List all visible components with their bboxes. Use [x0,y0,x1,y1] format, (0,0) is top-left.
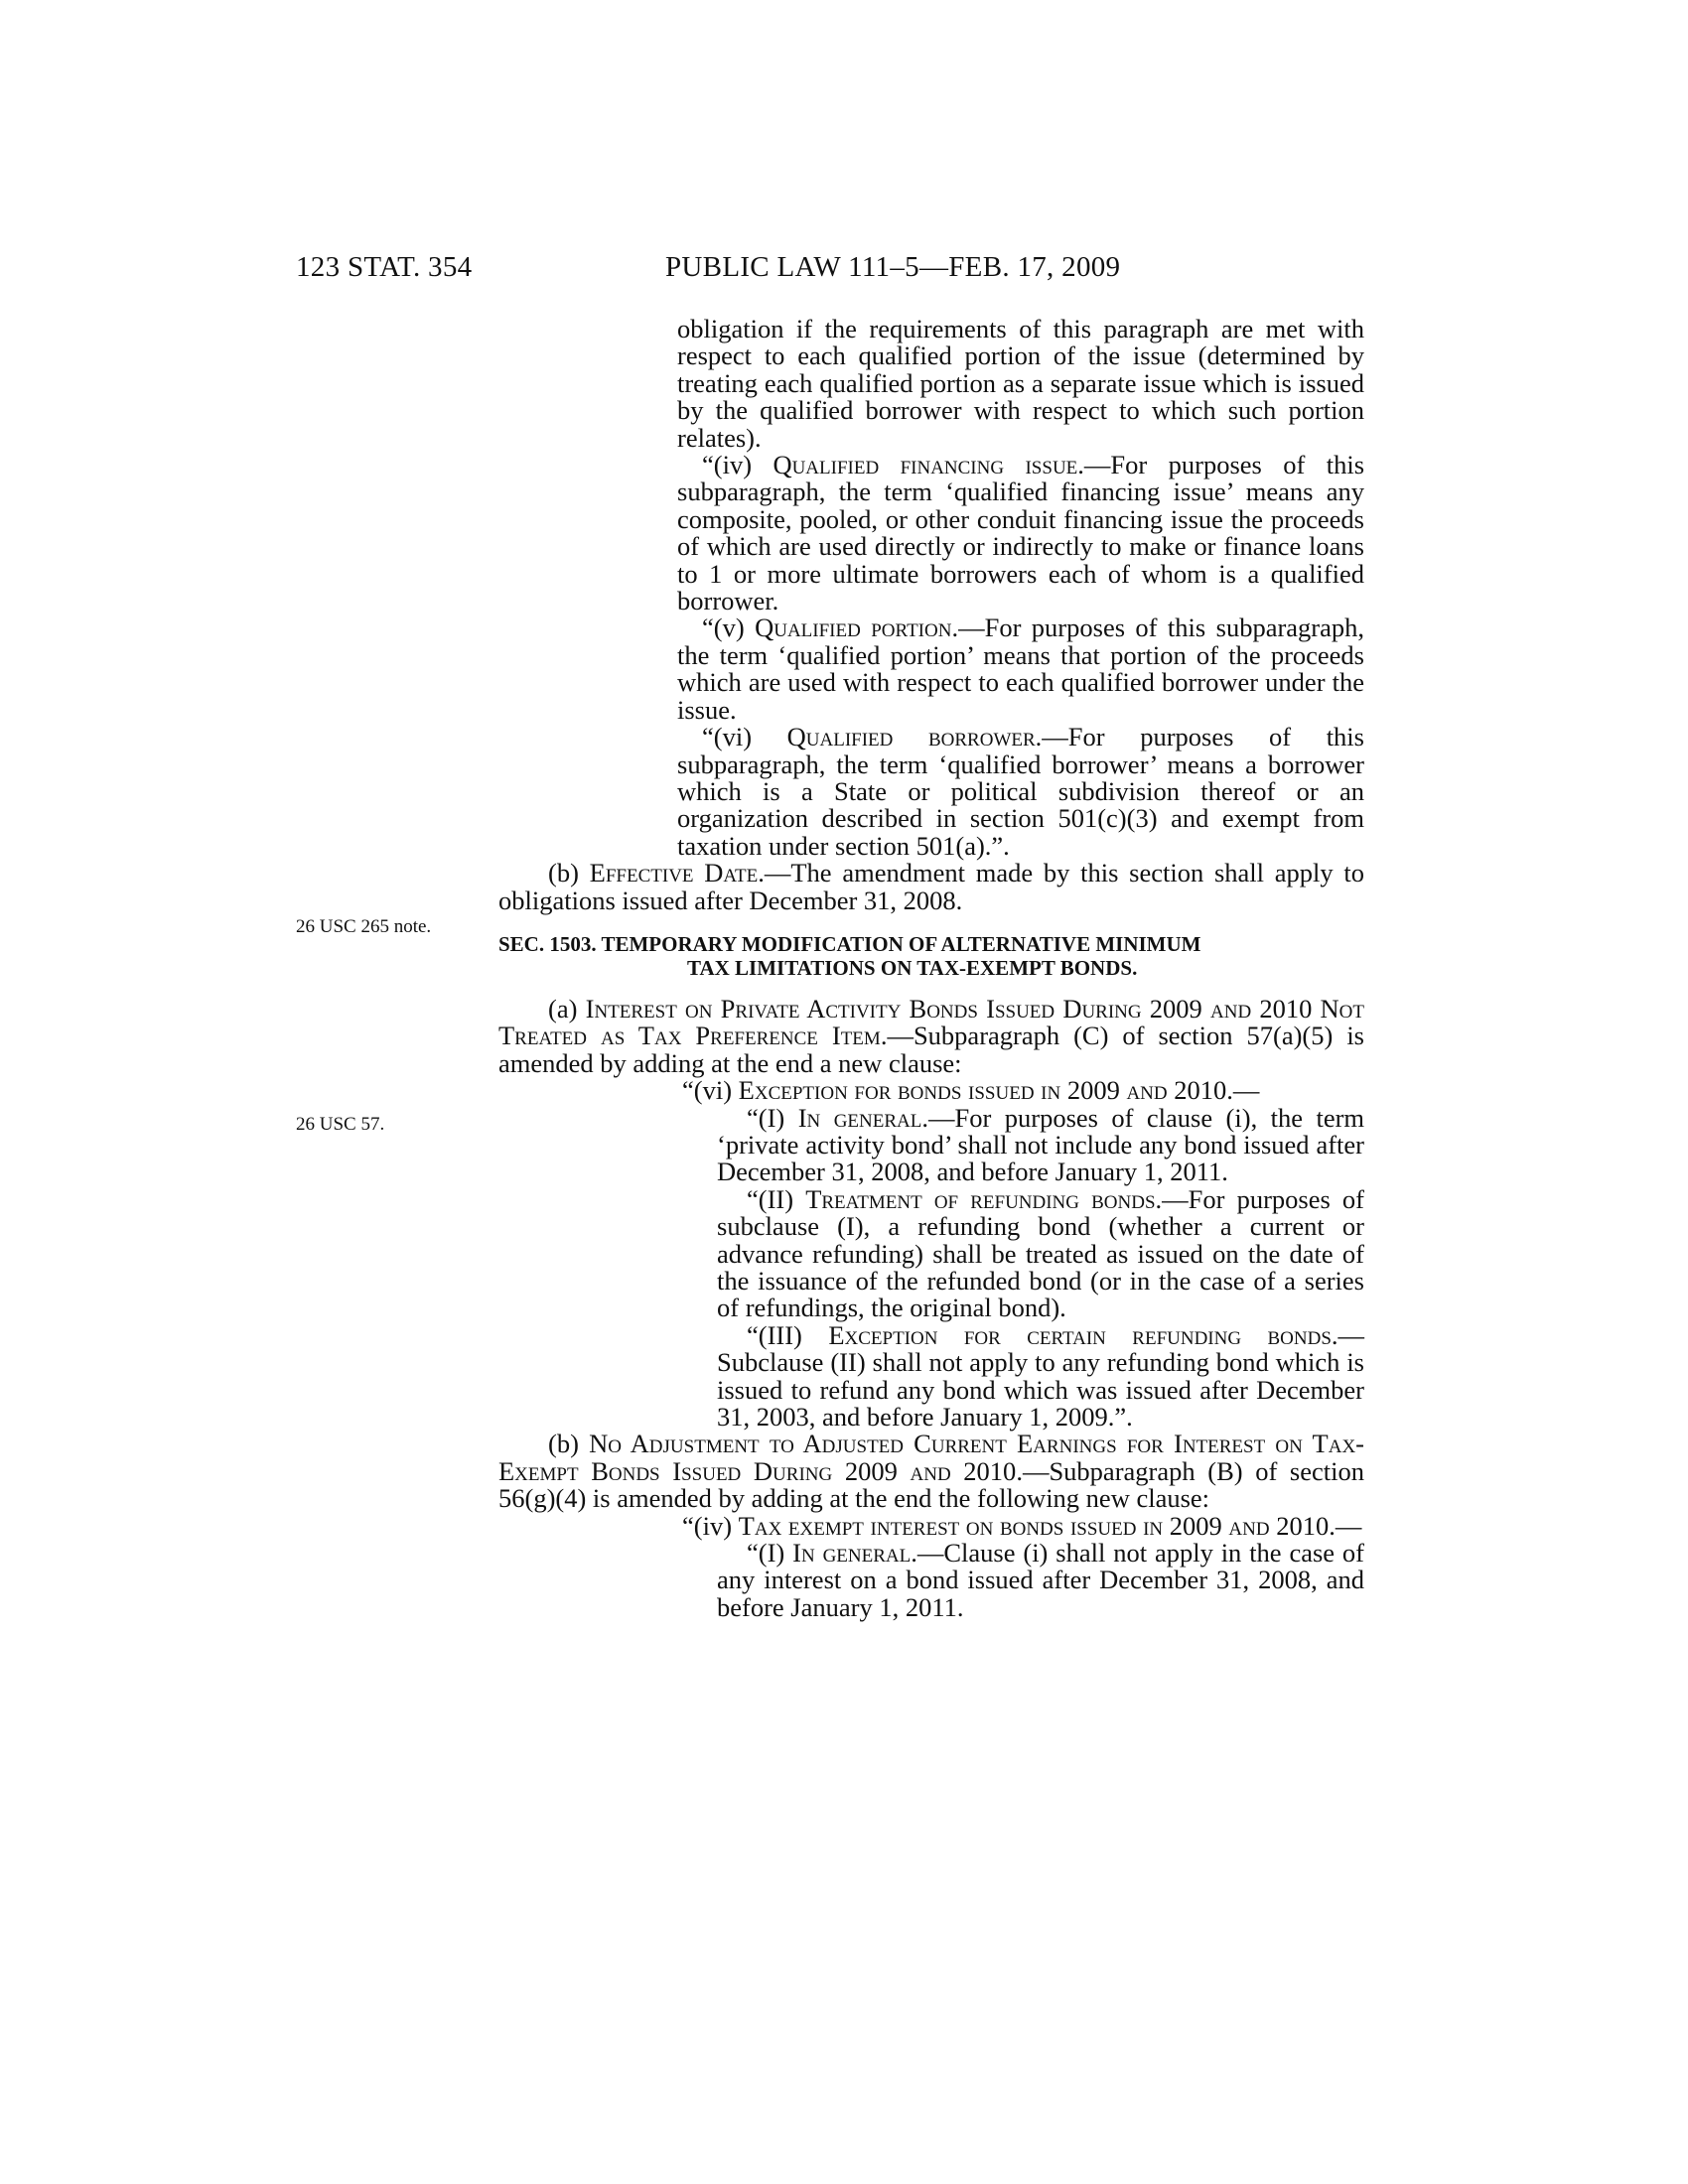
clause-label: “(iv) [682,1510,733,1541]
subsection-caption: No Adjustment to Adjusted Current Earnings for Interest on Tax-Exempt Bonds Issued During 2009 and 2010 [498,1429,1364,1486]
subclause-label: “(I) [747,1538,785,1569]
subsection-caption: Effective Date [589,858,759,888]
subclause-text: .—For purposes of clause (i), the term ‘private activity bond’ shall not include any bond issued after December 31, 2008, and before January 1, 2011. [717,1102,1365,1187]
subclause-i-in-general [498,1102,1365,1187]
clause-text: .—For purposes of this subparagraph, the term ‘qualified borrower’ means a borrower which is a State or political subdivision thereof or an organization described in section 501(c)(3) and exempt from taxation under section 501(a).”. [677,722,1364,861]
section-heading-line-1: SEC. 1503. TEMPORARY MODIFICATION OF ALTERNATIVE MINIMUM [498,931,1201,956]
clause-label: “(vi) [682,1075,733,1106]
subsection-label: (b) [548,858,579,888]
clause-label: “(vi) [702,722,753,752]
subclause-ii-refunding-bonds [498,1183,1364,1323]
subsection-label: (b) [548,1429,579,1459]
subsection-caption: Interest on Private Activity Bonds Issued During 2009 and 2010 Not Treated as Tax Preference Item [498,993,1365,1051]
clause-vi-exception-heading [498,1077,1364,1104]
subsection-text: .—Subparagraph (B) of section 56(g)(4) is amended by adding at the end the following new clause: [498,1455,1364,1514]
margin-note-usc-57: 26 USC 57. [296,1114,385,1135]
subsection-b-no-adjustment [498,1431,1364,1512]
subsection-a-interest-private-activity-bonds [498,993,1365,1078]
subsection-text: .—Subparagraph (C) of section 57(a)(5) is amended by adding at the end a new clause: [498,1021,1364,1078]
clause-label: “(v) [702,613,745,643]
subclause-iii-exception-refunding [498,1319,1365,1433]
subclause-text: .—Clause (i) shall not apply in the case of any interest on a bond issued after December 31, 2008, and before January 1, 2011. [717,1538,1365,1622]
subsection-text: .—The amendment made by this section shall apply to obligations issued after December 31, 2008. [498,858,1364,915]
subclause-text: .—Subclause (II) shall not apply to any refunding bond which is issued to refund any bond which was issued after December 31, 2003, and before January 1, 2009.”. [717,1319,1365,1433]
section-heading-line-2: TAX LIMITATIONS ON TAX-EXEMPT BONDS. [687,955,1138,980]
subclause-caption: Treatment of refunding bonds [805,1183,1156,1214]
margin-note-usc-265: 26 USC 265 note. [296,916,432,937]
clause-label: “(iv) [702,450,753,480]
subsection-b-effective-date [498,860,1364,914]
clause-text: .—For purposes of this subparagraph, the term ‘qualified portion’ means that portion of the proceeds which are used with respect to each qualified borrower under the issue. [677,613,1365,725]
subclause-caption: In general [792,1538,912,1569]
subsection-label: (a) [548,993,578,1024]
subclause-i-in-general-2 [498,1540,1364,1621]
page-number-header: 123 STAT. 354 [296,251,473,283]
clause-iv-tax-exempt-interest [498,1510,1364,1541]
clause-iii-continuation: obligation if the requirements of this paragraph are met with respect to each qualified portion of the issue (determined by treating each qualified portion as a separate issue which is issued by the qualified borrower with respect to which such portion relates). [677,314,1364,453]
subclause-label: “(III) [747,1319,802,1350]
clause-caption: Qualified borrower [786,722,1036,752]
subclause-text: .—For purposes of subclause (I), a refunding bond (whether a current or advance refunding) shall be treated as issued on the date of the issuance of the refunded bond (or in the case of a series of refundings, the original bond). [717,1183,1364,1323]
clause-vi-qualified-borrower [498,724,1364,860]
section-heading [498,932,1364,980]
clause-caption: Tax exempt interest on bonds issued in 2009 and 2010 [738,1510,1330,1541]
clause-caption: Qualified portion [755,613,952,643]
clause-text: .— [1226,1075,1260,1106]
clause-v-qualified-portion [498,614,1364,724]
clause-caption: Exception for bonds issued in 2009 and 2010 [738,1075,1227,1106]
subclause-label: “(II) [747,1183,794,1214]
clause-text: .— [1329,1510,1362,1541]
subclause-label: “(I) [747,1102,785,1133]
document-body [498,316,1364,1621]
subclause-caption: In general [797,1102,922,1133]
clause-caption: Qualified financing issue [773,450,1078,480]
clause-text: .—For purposes of this subparagraph, the term ‘qualified financing issue’ means any composite, pooled, or other conduit financing issue the proceeds of which are used directly or indirectly to make or finance loans to 1 or more ultimate borrowers each of whom is a qualified borrower. [677,450,1365,616]
clause-iv-qualified-financing-issue [498,452,1364,614]
running-header: PUBLIC LAW 111–5—FEB. 17, 2009 [665,251,1121,283]
subclause-caption: Exception for certain refunding bonds [828,1319,1332,1350]
